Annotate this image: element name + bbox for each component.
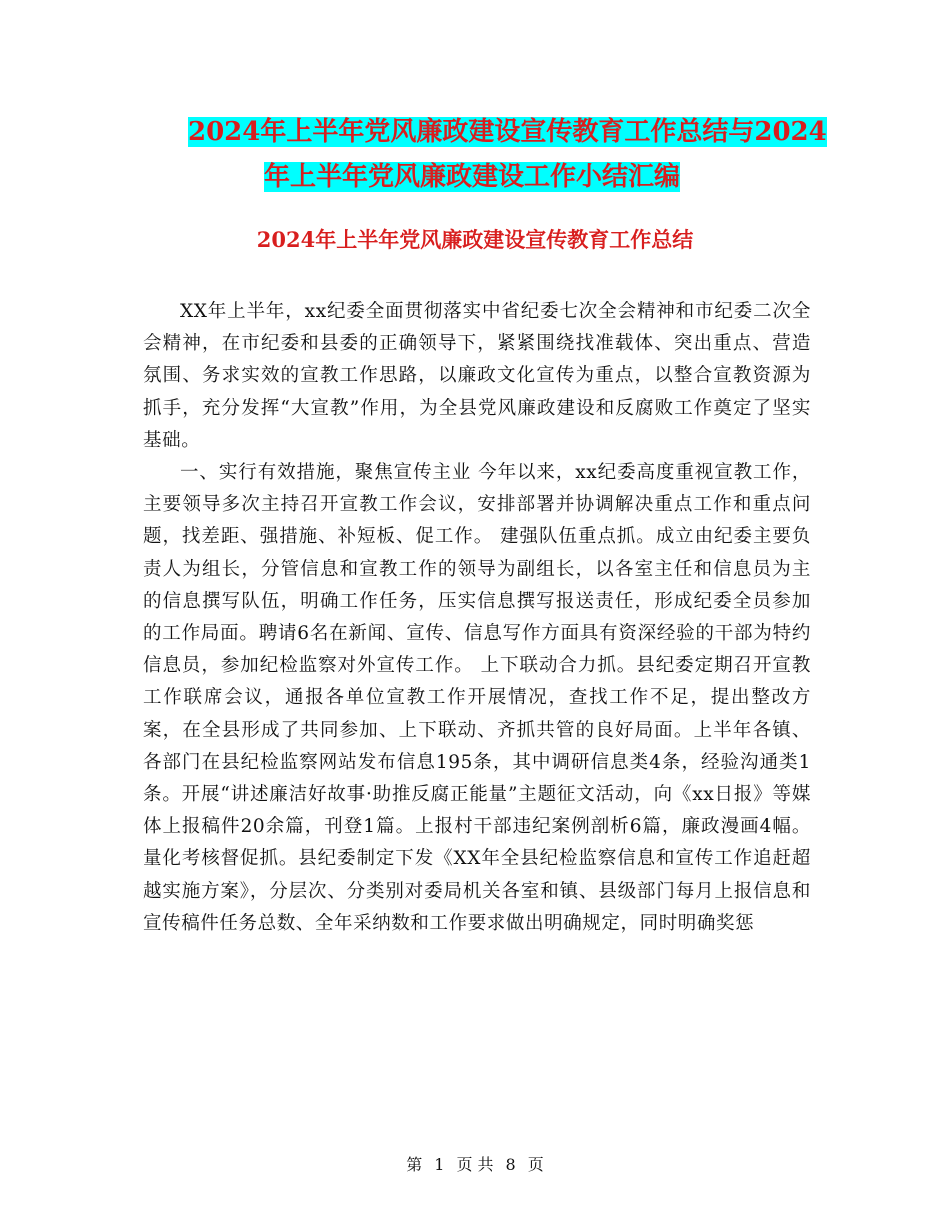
- footer-mid: 页 共: [456, 1155, 494, 1174]
- section-title: 2024年上半年党风廉政建设宣传教育工作总结: [256, 227, 694, 252]
- paragraph-intro: XX年上半年，xx纪委全面贯彻落实中省纪委七次全会精神和市纪委二次全会精神，在市纪委和县委的正确领导下，紧紧围绕找准载体、突出重点、营造氛围、务求实效的宣教工作思路，以廉政文化宣传为重点，以整合宣教资源为抓手，充分发挥“大宣教”作用，为全县党风廉政建设和反腐败工作奠定了坚实基础。: [143, 301, 811, 451]
- footer-suffix: 页: [527, 1155, 544, 1174]
- footer-prefix: 第: [406, 1155, 423, 1174]
- page-footer: [0, 1152, 950, 1175]
- document-main-title: [188, 110, 828, 200]
- document-body: [143, 296, 811, 940]
- main-title-line-2: 年上半年党风廉政建设工作小结汇编: [264, 162, 681, 192]
- footer-total-pages: 8: [505, 1155, 516, 1174]
- main-title-line-1: 2024年上半年党风廉政建设宣传教育工作总结与2024: [188, 117, 827, 147]
- footer-page-number: 1: [434, 1155, 445, 1174]
- paragraph-section-1: 一、实行有效措施，聚焦宣传主业 今年以来，xx纪委高度重视宣教工作，主要领导多次主持召开宣教工作会议，安排部署并协调解决重点工作和重点问题，找差距、强措施、补短板、促工作。 建强队伍重点抓。成立由纪委主要负责人为组长，分管信息和宣教工作的领导为副组长，以各室主任和信息员为主的信息撰写队伍，明确工作任务，压实信息撰写报送责任，形成纪委全员参加的工作局面。聘请6名在新闻、宣传、信息写作方面具有资深经验的干部为特约信息员，参加纪检监察对外宣传工作。 上下联动合力抓。县纪委定期召开宣教工作联席会议，通报各单位宣教工作开展情况，查找工作不足，提出整改方案，在全县形成了共同参加、上下联动、齐抓共管的良好局面。上半年各镇、各部门在县纪检监察网站发布信息195条，其中调研信息类4条，经验沟通类1条。开展“讲述廉洁好故事·助推反腐正能量”主题征文活动，向《xx日报》等媒体上报稿件20余篇，刊登1篇。上报村干部违纪案例剖析6篇，廉政漫画4幅。 量化考核督促抓。县纪委制定下发《XX年全县纪检监察信息和宣传工作追赶超越实施方案》，分层次、分类别对委局机关各室和镇、县级部门每月上报信息和宣传稿件任务总数、全年采纳数和工作要求做出明确规定，同时明确奖惩: [143, 462, 811, 934]
